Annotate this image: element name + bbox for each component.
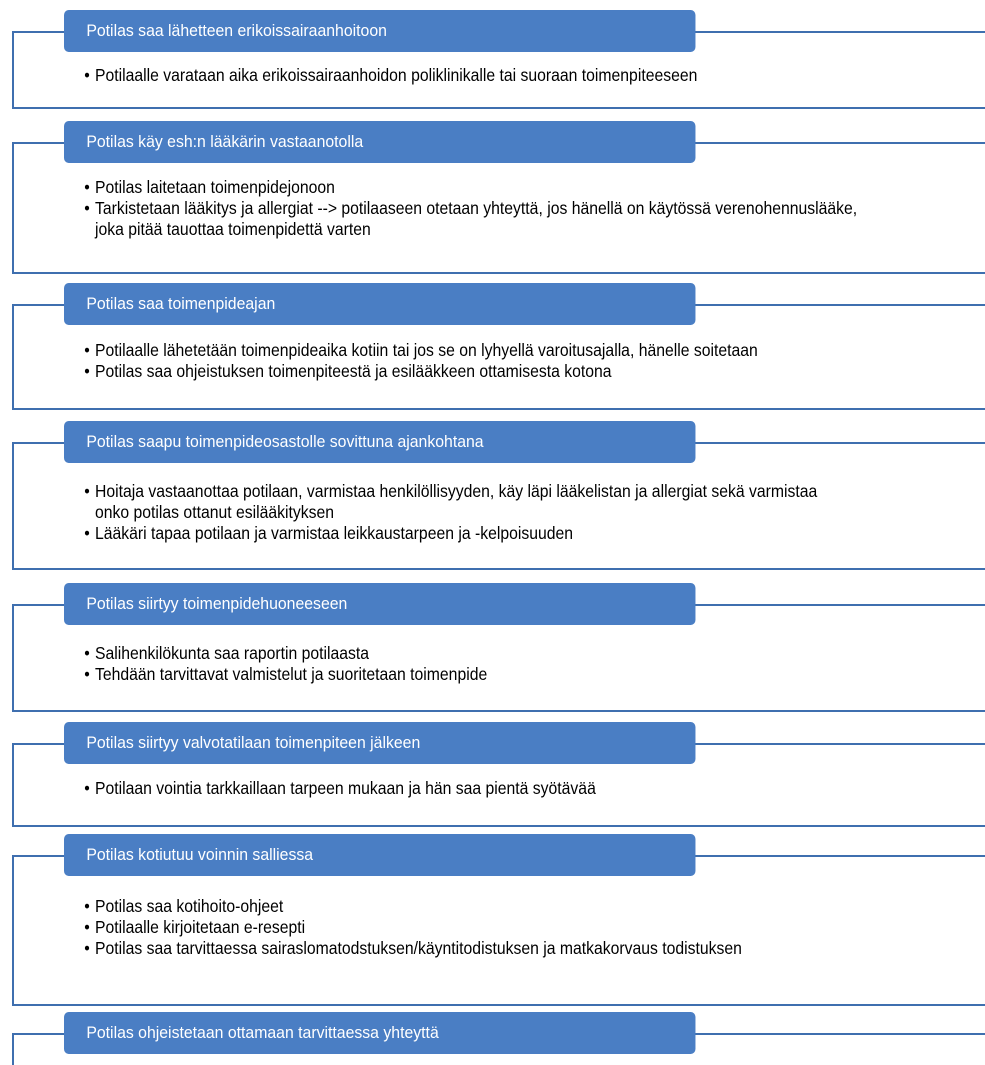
list-item: • Potilaalle lähetetään toimenpideaika kotiin tai jos se on lyhyellä varoitusajalla, hänelle soitetaan [86,340,914,361]
step-header: Potilas siirtyy toimenpidehuoneeseen [64,583,695,625]
process-step-8 [0,1012,985,1055]
step-bullets [86,340,914,382]
list-item: • Hoitaja vastaanottaa potilaan, varmistaa henkilöllisyyden, käy läpi lääkelistan ja allergiat sekä varmistaa onko potilas ottanut esilääkityksen [86,481,851,523]
list-item: • Potilas saa kotihoito-ohjeet [86,896,914,917]
list-item: • Tarkistetaan lääkitys ja allergiat --> potilaaseen otetaan yhteyttä, jos hänellä on käytössä verenohennuslääke, joka pitää tauottaa toimenpidettä varten [86,198,869,240]
step-bullets [86,643,914,685]
step-header: Potilas saa lähetteen erikoissairaanhoitoon [64,10,695,52]
list-item: • Tehdään tarvittavat valmistelut ja suoritetaan toimenpide [86,664,914,685]
process-step-2 [0,121,985,276]
list-item: • Salihenkilökunta saa raportin potilaasta [86,643,914,664]
list-item: • Potilas saa ohjeistuksen toimenpiteestä ja esilääkkeen ottamisesta kotona [86,361,914,382]
process-step-7 [0,834,985,994]
process-step-6 [0,722,985,830]
step-header: Potilas käy esh:n lääkärin vastaanotolla [64,121,695,163]
list-item: • Potilaalle kirjoitetaan e-resepti [86,917,914,938]
step-bullets [86,177,914,240]
list-item: • Potilas laitetaan toimenpidejonoon [86,177,914,198]
list-item: • Potilas saa tarvittaessa sairaslomatodstuksen/käyntitodistuksen ja matkakorvaus todistuksen [86,938,914,959]
process-step-1 [0,10,985,110]
list-item: • Potilaalle varataan aika erikoissairaanhoidon poliklinikalle tai suoraan toimenpiteeseen [86,65,914,86]
step-header: Potilas saa toimenpideajan [64,283,695,325]
process-step-5 [0,583,985,715]
step-header: Potilas saapu toimenpideosastolle sovittuna ajankohtana [64,421,695,463]
step-header: Potilas ohjeistetaan ottamaan tarvittaessa yhteyttä [64,1012,695,1054]
process-step-4 [0,421,985,571]
step-header: Potilas kotiutuu voinnin salliessa [64,834,695,876]
step-bullets [86,481,914,544]
step-bullets [86,896,914,959]
process-step-3 [0,283,985,413]
step-bullets [86,65,914,86]
step-bullets [86,778,914,799]
list-item: • Potilaan vointia tarkkaillaan tarpeen mukaan ja hän saa pientä syötävää [86,778,914,799]
step-header: Potilas siirtyy valvotatilaan toimenpiteen jälkeen [64,722,695,764]
list-item: • Lääkäri tapaa potilaan ja varmistaa leikkaustarpeen ja -kelpoisuuden [86,523,914,544]
